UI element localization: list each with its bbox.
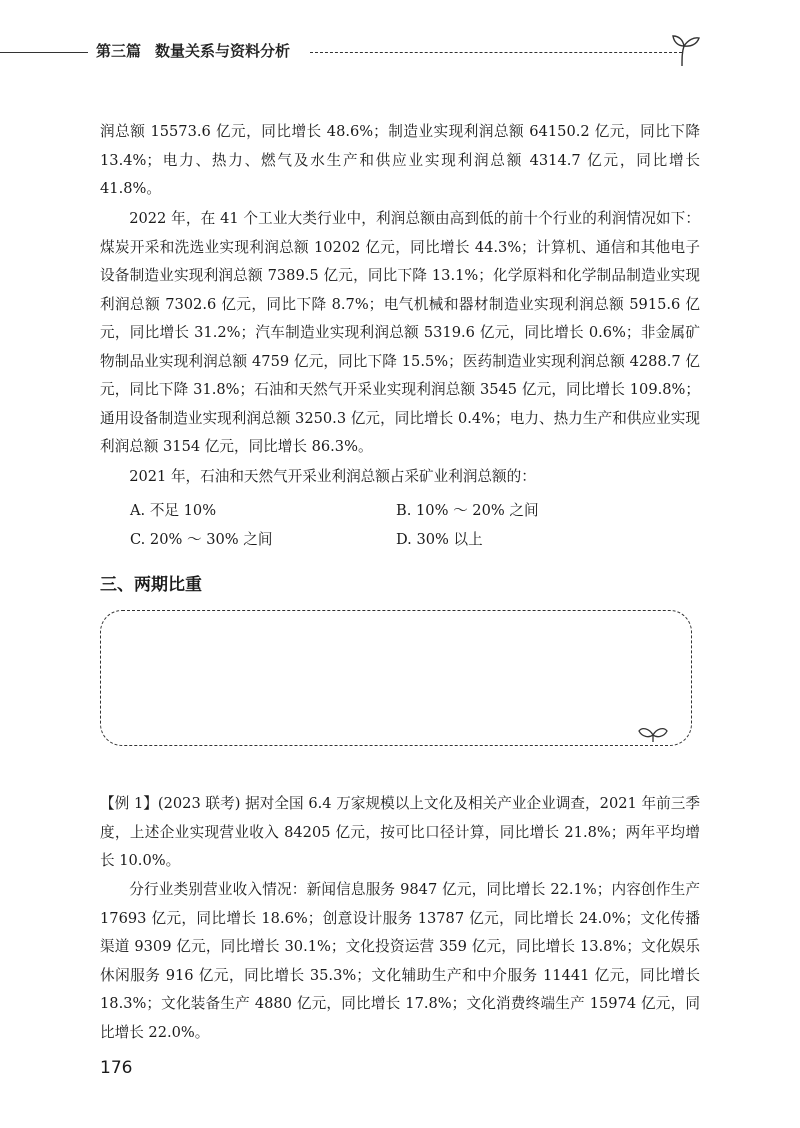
notes-box xyxy=(100,610,692,746)
sprout-icon xyxy=(668,32,702,68)
leaf-icon xyxy=(637,725,669,743)
option-b: B. 10% ～ 20% 之间 xyxy=(396,502,539,519)
header-rule-left xyxy=(0,52,88,53)
paragraph-industry-profits: 2022 年，在 41 个工业大类行业中，利润总额由高到低的前十个行业的利润情况如下：煤炭开采和洗选业实现利润总额 10202 亿元，同比增长 44.3%；计算机、通信和其他电子设备制造业实现利润总额 7389.5 亿元，同比下降 13.1%；化学原料和化学制品制造业实现利润总额 7302.6 亿元，同比下降 8.7%；电气机械和器材制造业实现利润总额 5915.6 亿元，同比增长 31.2%；汽车制造业实现利润总额 5319.6 亿元，同比增长 0.6%；非金属矿物制品业实现利润总额 4759 亿元，同比下降 15.5%；医药制造业实现利润总额 4288.7 亿元，同比下降 31.8%；石油和天然气开采业实现利润总额 3545 亿元，同比增长 109.8%；通用设备制造业实现利润总额 3250.3 亿元，同比增长 0.4%；电力、热力生产和供应业实现利润总额 3154 亿元，同比增长 86.3%。 xyxy=(100,210,700,455)
header-title xyxy=(96,40,290,61)
option-d: D. 30% 以上 xyxy=(396,531,483,548)
page-number: 176 xyxy=(100,1058,133,1078)
running-header xyxy=(0,32,800,68)
header-rule-right xyxy=(310,52,682,53)
header-chapter: 数量关系与资料分析 xyxy=(155,42,291,60)
example-intro: 【例 1】(2023 联考) 据对全国 6.4 万家规模以上文化及相关产业企业调查，2021 年前三季度，上述企业实现营业收入 84205 亿元，按可比口径计算，同比增长 21.8%；两年平均增长 10.0%。 xyxy=(100,795,700,869)
section-title: 三、两期比重 xyxy=(100,575,202,595)
option-a: A. 不足 10% xyxy=(130,502,217,519)
option-c: C. 20% ～ 30% 之间 xyxy=(130,531,273,548)
example-details: 分行业类别营业收入情况：新闻信息服务 9847 亿元，同比增长 22.1%；内容创作生产 17693 亿元，同比增长 18.6%；创意设计服务 13787 亿元，同比增长 24.0%；文化传播渠道 9309 亿元，同比增长 30.1%；文化投资运营 359 亿元，同比增长 13.8%；文化娱乐休闲服务 916 亿元，同比增长 35.3%；文化辅助生产和中介服务 11441 亿元，同比增长 18.3%；文化装备生产 4880 亿元，同比增长 17.8%；文化消费终端生产 15974 亿元，同比增长 22.0%。 xyxy=(100,881,700,1041)
header-part: 第三篇 xyxy=(96,42,142,60)
question-stem: 2021 年，石油和天然气开采业利润总额占采矿业利润总额的： xyxy=(129,468,536,485)
paragraph-continued: 润总额 15573.6 亿元，同比增长 48.6%；制造业实现利润总额 64150.2 亿元，同比下降 13.4%；电力、热力、燃气及水生产和供应业实现利润总额 4314.7 亿元，同比增长 41.8%。 xyxy=(100,123,700,197)
